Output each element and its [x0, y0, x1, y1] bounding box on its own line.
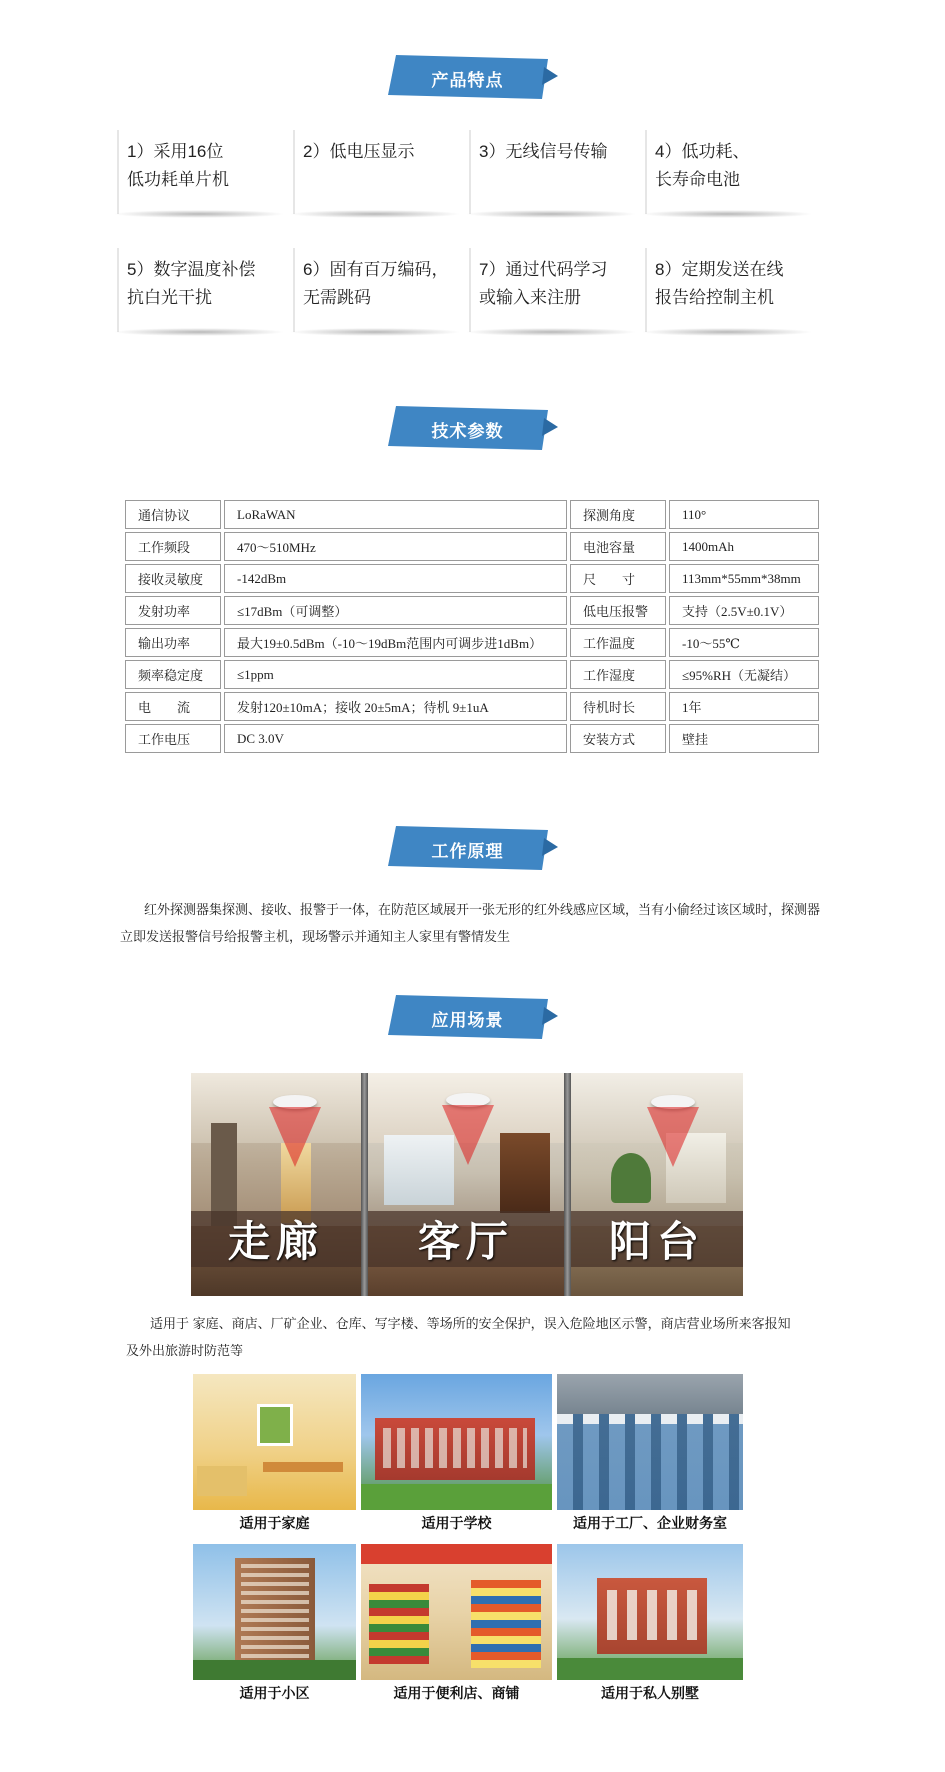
section-banner-params	[388, 406, 558, 452]
detection-beam	[647, 1107, 699, 1167]
feature-line: 1）采用16位	[127, 142, 224, 161]
store-shelf-right	[471, 1580, 541, 1668]
school-windows	[383, 1428, 527, 1468]
home-bed	[197, 1466, 247, 1496]
feature-line: 低功耗单片机	[127, 170, 229, 189]
feature-line: 无需跳码	[303, 288, 371, 307]
community-photo	[193, 1544, 356, 1680]
gallery-row	[193, 1374, 743, 1537]
scene-living-room	[368, 1073, 564, 1296]
feature-item	[469, 248, 645, 332]
param-key: 工作温度	[570, 628, 666, 657]
scene-label: 阳台	[608, 1218, 705, 1265]
param-value: DC 3.0V	[224, 724, 567, 753]
features-row	[117, 130, 827, 248]
feature-item	[645, 130, 821, 214]
application-gallery	[193, 1374, 743, 1714]
param-value: -142dBm	[224, 564, 567, 593]
scene-divider	[361, 1073, 368, 1296]
gallery-item-store	[361, 1544, 552, 1707]
factory-photo	[557, 1374, 743, 1510]
home-window	[257, 1404, 293, 1446]
feature-line: 抗白光干扰	[127, 288, 212, 307]
feature-item	[293, 248, 469, 332]
feature-line: 4）低功耗、	[655, 142, 750, 161]
factory-workers	[557, 1414, 743, 1510]
community-trees	[193, 1660, 356, 1680]
home-desk	[263, 1462, 343, 1472]
param-value: 470～510MHz	[224, 532, 567, 561]
gallery-caption: 适用于私人别墅	[601, 1685, 699, 1701]
detection-beam	[442, 1105, 494, 1165]
villa-windows	[607, 1590, 697, 1640]
param-key: 工作频段	[125, 532, 221, 561]
balcony-plant	[611, 1153, 651, 1203]
feature-line: 或输入来注册	[479, 288, 581, 307]
param-value: 壁挂	[669, 724, 819, 753]
section-banner-principle	[388, 826, 558, 872]
param-key: 频率稳定度	[125, 660, 221, 689]
param-value: 1400mAh	[669, 532, 819, 561]
section-title-scenes: 应用场景	[431, 1010, 504, 1030]
factory-caps	[557, 1414, 743, 1424]
param-value: ≤17dBm（可调整）	[224, 596, 567, 625]
feature-line: 5）数字温度补偿	[127, 260, 256, 279]
villa-photo	[557, 1544, 743, 1680]
section-title-params: 技术参数	[431, 421, 504, 441]
table-row	[125, 692, 819, 721]
params-table	[122, 497, 822, 756]
gallery-caption: 适用于学校	[421, 1515, 492, 1531]
store-photo	[361, 1544, 552, 1680]
table-row	[125, 532, 819, 561]
table-row	[125, 596, 819, 625]
section-title-principle: 工作原理	[431, 841, 504, 861]
feature-item	[469, 130, 645, 214]
param-key: 接收灵敏度	[125, 564, 221, 593]
gallery-item-factory	[557, 1374, 743, 1537]
param-key: 电池容量	[570, 532, 666, 561]
param-value: ≤1ppm	[224, 660, 567, 689]
section-title-features: 产品特点	[431, 70, 504, 90]
features-row	[117, 248, 827, 366]
table-row	[125, 564, 819, 593]
feature-item	[117, 248, 293, 332]
table-row	[125, 628, 819, 657]
feature-line: 报告给控制主机	[655, 288, 774, 307]
section-banner-scenes	[388, 995, 558, 1041]
param-value: -10～55℃	[669, 628, 819, 657]
feature-item	[117, 130, 293, 214]
param-key: 探测角度	[570, 500, 666, 529]
villa-garden	[557, 1658, 743, 1680]
community-windows	[241, 1564, 309, 1660]
param-value: 113mm*55mm*38mm	[669, 564, 819, 593]
gallery-item-community	[193, 1544, 356, 1707]
principle-line: 红外探测器集探测、接收、报警于一体，在防范区域展开一张无形的红外线感应区域，当有小偷经过该区域时，探测器	[144, 902, 821, 917]
principle-line: 立即发送报警信号给报警主机，现场警示并通知主人家里有警情发生	[120, 929, 511, 944]
school-lawn	[361, 1484, 552, 1510]
feature-item	[645, 248, 821, 332]
school-photo	[361, 1374, 552, 1510]
detection-beam	[269, 1107, 321, 1167]
scene-label: 客厅	[417, 1218, 514, 1265]
table-row	[125, 500, 819, 529]
gallery-item-school	[361, 1374, 552, 1537]
param-key: 工作湿度	[570, 660, 666, 689]
store-shelf-left	[369, 1584, 429, 1664]
param-key: 通信协议	[125, 500, 221, 529]
gallery-caption: 适用于家庭	[239, 1515, 310, 1531]
home-photo	[193, 1374, 356, 1510]
param-key: 尺 寸	[570, 564, 666, 593]
param-key: 待机时长	[570, 692, 666, 721]
scene-corridor	[191, 1073, 361, 1296]
param-value: ≤95%RH（无凝结）	[669, 660, 819, 689]
param-value: 1年	[669, 692, 819, 721]
feature-line: 3）无线信号传输	[479, 142, 608, 161]
feature-line: 8）定期发送在线	[655, 260, 784, 279]
param-value: 支持（2.5V±0.1V）	[669, 596, 819, 625]
param-key: 工作电压	[125, 724, 221, 753]
param-value: LoRaWAN	[224, 500, 567, 529]
apply-line: 及外出旅游时防范等	[126, 1343, 244, 1358]
gallery-row	[193, 1544, 743, 1707]
scene-balcony	[571, 1073, 743, 1296]
param-key: 输出功率	[125, 628, 221, 657]
feature-line: 7）通过代码学习	[479, 260, 608, 279]
param-key: 低电压报警	[570, 596, 666, 625]
section-banner-features	[388, 55, 558, 101]
param-value: 发射120±10mA；接收 20±5mA；待机 9±1uA	[224, 692, 567, 721]
param-key: 安装方式	[570, 724, 666, 753]
apply-text	[126, 1310, 826, 1364]
gallery-caption: 适用于工厂、企业财务室	[573, 1515, 727, 1531]
scene-divider	[564, 1073, 571, 1296]
param-value: 最大19±0.5dBm（-10～19dBm范围内可调步进1dBm）	[224, 628, 567, 657]
feature-line: 2）低电压显示	[303, 142, 415, 161]
feature-item	[293, 130, 469, 214]
param-key: 电 流	[125, 692, 221, 721]
principle-text	[120, 896, 820, 950]
feature-line: 长寿命电池	[655, 170, 740, 189]
gallery-caption: 适用于便利店、商铺	[393, 1685, 520, 1701]
gallery-caption: 适用于小区	[239, 1685, 310, 1701]
table-row	[125, 660, 819, 689]
apply-line: 适用于 家庭、商店、厂矿企业、仓库、写字楼、等场所的安全保护，误入危险地区示警，商店营业场所来客报知	[150, 1316, 791, 1331]
features-grid	[117, 130, 827, 366]
feature-line: 6）固有百万编码，	[303, 260, 449, 279]
store-banner	[361, 1544, 552, 1564]
scene-label: 走廊	[227, 1218, 324, 1265]
param-value: 110°	[669, 500, 819, 529]
table-row	[125, 724, 819, 753]
scene-image	[191, 1073, 743, 1296]
gallery-item-villa	[557, 1544, 743, 1707]
param-key: 发射功率	[125, 596, 221, 625]
living-cabinet	[500, 1133, 550, 1213]
gallery-item-home	[193, 1374, 356, 1537]
